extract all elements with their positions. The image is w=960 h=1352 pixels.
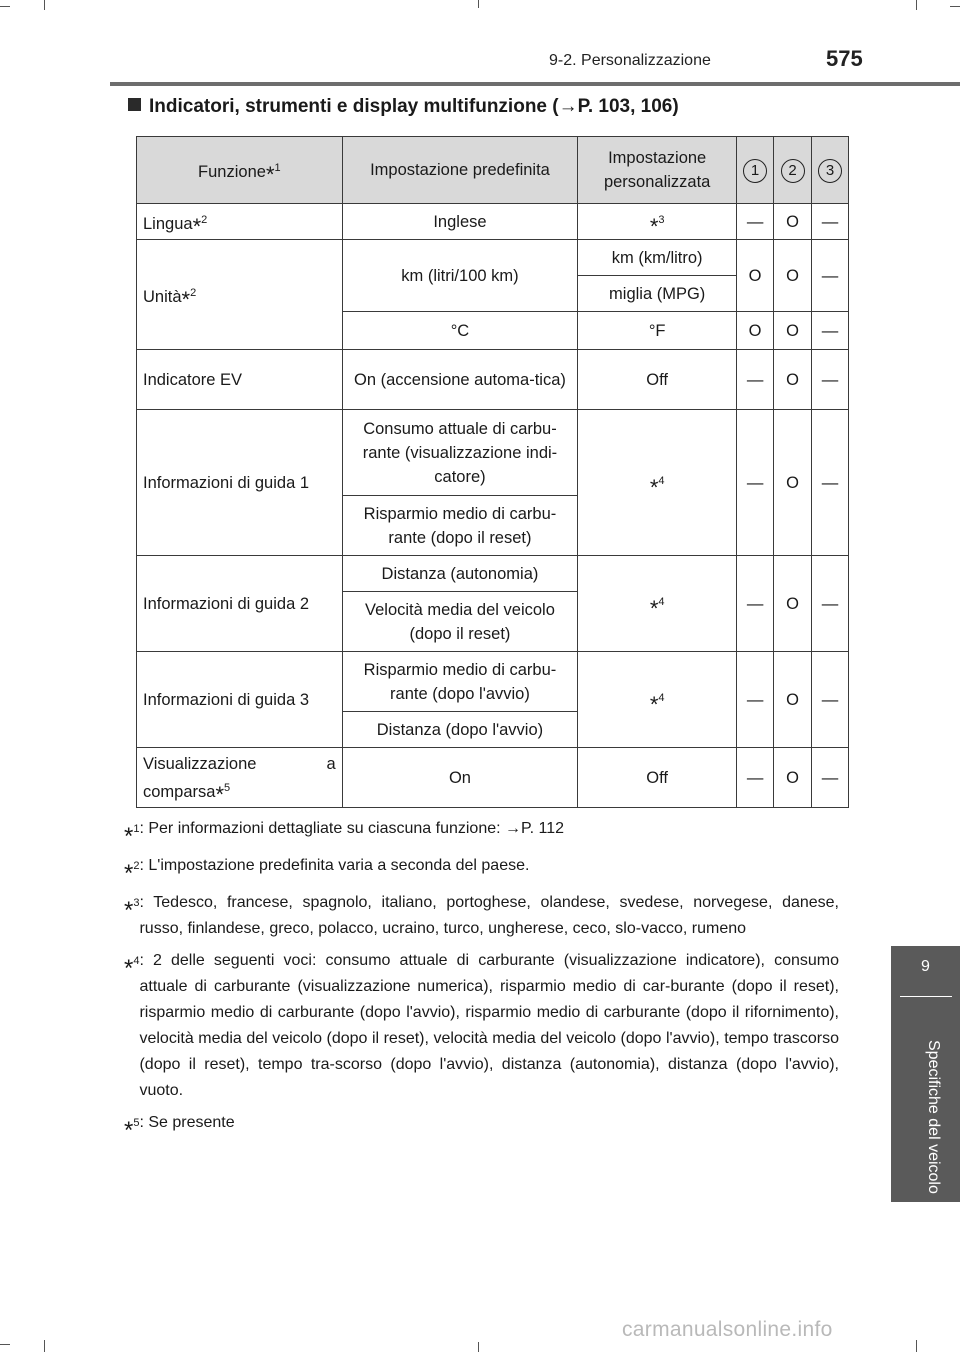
table-row	[137, 748, 849, 808]
header-default: Impostazione predefinita	[342, 137, 578, 204]
col1-cell: —	[737, 556, 774, 652]
col1-cell: O	[737, 312, 774, 350]
custom-cell: *$^4$	[578, 410, 737, 556]
row-label: Informazioni di guida 2	[137, 556, 343, 652]
row-label: Visualizzazione a comparsa*$^5$	[137, 748, 343, 808]
crop-mark	[478, 0, 479, 8]
square-bullet-icon	[128, 98, 141, 111]
row-label: Informazioni di guida 1	[137, 410, 343, 556]
default-cell: Inglese	[342, 204, 578, 240]
row-label: Indicatore EV	[137, 350, 343, 410]
table-row	[137, 350, 849, 410]
col2-cell: O	[774, 410, 812, 556]
header-custom: Impostazione personalizzata	[578, 137, 737, 204]
footnotes	[124, 816, 839, 1147]
default-cell: Risparmio medio di carbu-rante (dopo l'avvio)	[342, 652, 578, 712]
custom-cell: °F	[578, 312, 737, 350]
crop-mark	[44, 1340, 45, 1352]
col3-cell: —	[811, 240, 848, 312]
col2-cell: O	[774, 556, 812, 652]
footnote: *$^5$ : Se presente	[124, 1114, 235, 1144]
circle-3-icon: 3	[818, 159, 842, 183]
header-col-3	[811, 137, 848, 204]
watermark: carmanualsonline.info	[622, 1318, 833, 1341]
chapter-tab-rule	[900, 996, 952, 997]
header-funzione: Funzione*$^1$	[137, 137, 343, 204]
custom-cell: Off	[578, 748, 737, 808]
crop-mark	[0, 6, 10, 7]
default-cell: Velocità media del veicolo (dopo il reset)	[342, 592, 578, 652]
heading-text: Indicatori, strumenti e display multifunzione (→P. 103, 106)	[149, 96, 679, 117]
col1-cell: O	[737, 240, 774, 312]
footnote: *$^3$ : Tedesco, francese, spagnolo, italiano, portoghese, olandese, svedese, norvegese, danese, russo, finlandese, greco, polacco, ucraino, turco, ungherese, ceco, slo-vacco, rumeno	[124, 894, 839, 937]
col1-cell: —	[737, 350, 774, 410]
custom-cell: km (km/litro)	[578, 240, 737, 276]
col2-cell: O	[774, 312, 812, 350]
table-row	[137, 652, 849, 712]
page-number: 575	[826, 46, 863, 71]
custom-cell: Off	[578, 350, 737, 410]
col2-cell: O	[774, 748, 812, 808]
footnote: *$^4$ : 2 delle seguenti voci: consumo attuale di carburante (visualizzazione indicatore), consumo attuale di carburante (visualizzazione numerica), risparmio medio di car-burante (dopo il reset), risparmio medio di carburante (dopo l'avvio), risparmio medio di carburante (dopo il rifornimento), velocità media del veicolo (dopo il reset), velocità media del veicolo (dopo l'avvio), tempo trascorso (dopo il reset), tempo tra-scorso (dopo l'avvio), distanza (autonomia), distanza (dopo l'avvio), vuoto.	[124, 952, 839, 1099]
table-row	[137, 410, 849, 496]
chapter-label: Specifiche del veicolo	[925, 1040, 942, 1194]
crop-mark	[950, 6, 960, 7]
col3-cell: —	[811, 350, 848, 410]
custom-cell: *$^4$	[578, 556, 737, 652]
row-label: Informazioni di guida 3	[137, 652, 343, 748]
default-cell: Distanza (dopo l'avvio)	[342, 712, 578, 748]
table-row	[137, 240, 849, 276]
col2-cell: O	[774, 240, 812, 312]
footnote: *$^2$ : L'impostazione predefinita varia a seconda del paese.	[124, 857, 530, 887]
default-cell: On	[342, 748, 578, 808]
table-header-row	[137, 137, 849, 204]
circle-2-icon: 2	[781, 159, 805, 183]
crop-mark	[478, 1342, 479, 1352]
settings-table	[136, 136, 849, 808]
crop-mark	[916, 1340, 917, 1352]
col3-cell: —	[811, 556, 848, 652]
col3-cell: —	[811, 652, 848, 748]
default-cell: On (accensione automa-tica)	[342, 350, 578, 410]
header-col-2	[774, 137, 812, 204]
col2-cell: O	[774, 204, 812, 240]
default-cell: Distanza (autonomia)	[342, 556, 578, 592]
circle-1-icon: 1	[743, 159, 767, 183]
custom-cell: *$^3$	[578, 204, 737, 240]
col1-cell: —	[737, 748, 774, 808]
col1-cell: —	[737, 204, 774, 240]
default-cell: Consumo attuale di carbu-rante (visualizzazione indi-catore)	[342, 410, 578, 496]
default-cell: °C	[342, 312, 578, 350]
section-heading	[128, 96, 679, 118]
chapter-number: 9	[921, 958, 930, 975]
row-label: Lingua*$^2$	[137, 204, 343, 240]
col3-cell: —	[811, 312, 848, 350]
table-row	[137, 204, 849, 240]
section-title: 9-2. Personalizzazione	[549, 52, 711, 69]
footnote: *$^1$ : Per informazioni dettagliate su ciascuna funzione: →P. 112	[124, 820, 565, 850]
custom-cell: miglia (MPG)	[578, 276, 737, 312]
crop-mark	[916, 0, 917, 10]
crop-mark	[44, 0, 45, 10]
col3-cell: —	[811, 204, 848, 240]
col3-cell: —	[811, 748, 848, 808]
col1-cell: —	[737, 410, 774, 556]
custom-cell: *$^4$	[578, 652, 737, 748]
col2-cell: O	[774, 350, 812, 410]
col3-cell: —	[811, 410, 848, 556]
default-cell: km (litri/100 km)	[342, 240, 578, 312]
table-row	[137, 556, 849, 592]
col2-cell: O	[774, 652, 812, 748]
col1-cell: —	[737, 652, 774, 748]
header-rule	[110, 82, 960, 86]
row-label: Unità*$^2$	[137, 240, 343, 350]
default-cell: Risparmio medio di carbu-rante (dopo il reset)	[342, 496, 578, 556]
header-col-1	[737, 137, 774, 204]
crop-mark	[0, 1344, 10, 1345]
